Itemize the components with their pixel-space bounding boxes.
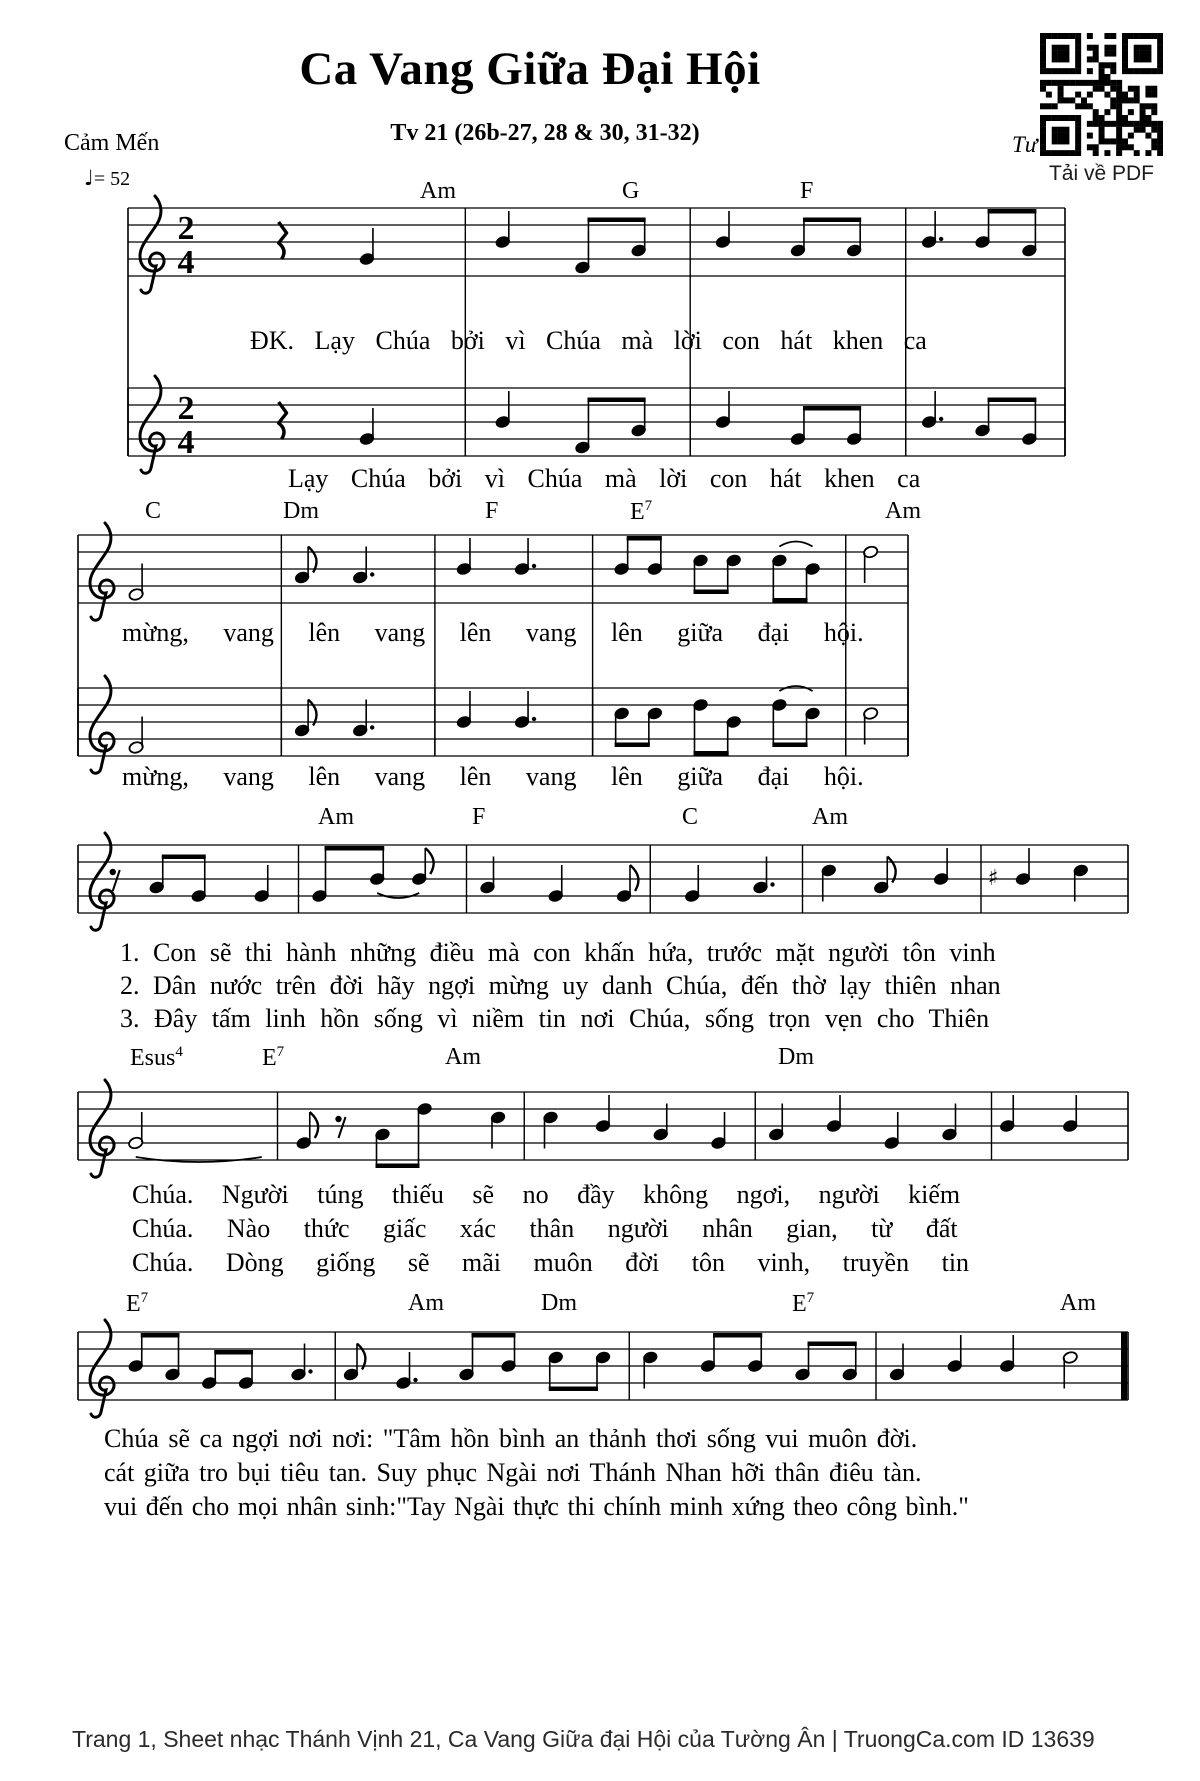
- chord-symbol: [318, 804, 354, 831]
- lyric-line: 2. Dân nước trên đời hãy ngợi mừng uy danh Chúa, đến thờ lạy thiên nhan: [120, 971, 1001, 1000]
- quarter-note-icon: ♩: [84, 166, 94, 190]
- lyric-line: Chúa. Dòng giống sẽ mãi muôn đời tôn vinh, truyền tin: [132, 1248, 970, 1277]
- lyric-line: 1. Con sẽ thi hành những điều mà con khấn hứa, trước mặt người tôn vinh: [120, 938, 996, 967]
- svg-text:♯: ♯: [987, 866, 999, 891]
- chord-root: E: [262, 1045, 277, 1071]
- chord-symbol: [792, 1290, 814, 1318]
- lyric-line: ĐK. Lạy Chúa bởi vì Chúa mà lời con hát khen ca: [250, 326, 927, 355]
- lyric-line: 3. Đây tấm linh hồn sống vì niềm tin nơi Chúa, sống trọn vẹn cho Thiên: [120, 1004, 990, 1033]
- chord-root: C: [682, 804, 699, 830]
- chord-symbol: [1060, 1290, 1096, 1317]
- chord-symbol: [682, 804, 698, 831]
- tempo-marking: [84, 166, 130, 191]
- chord-root: Am: [445, 1044, 481, 1070]
- svg-text:4: 4: [177, 424, 195, 461]
- download-pdf-link[interactable]: Tải về PDF: [1048, 162, 1155, 185]
- chord-symbol: [420, 178, 456, 205]
- chord-root: Dm: [541, 1290, 577, 1316]
- chord-symbol: [622, 178, 639, 205]
- chord-symbol: [408, 1290, 444, 1317]
- svg-text:2: 2: [177, 390, 195, 427]
- chord-symbol: [445, 1044, 481, 1071]
- chord-root: F: [485, 498, 499, 524]
- chord-symbol: [130, 1044, 183, 1072]
- chord-extension: 7: [276, 1044, 285, 1060]
- svg-text:4: 4: [177, 244, 195, 281]
- chord-root: Am: [885, 498, 921, 524]
- lyric-line: mừng, vang lên vang lên vang lên giữa đại hội.: [122, 618, 864, 647]
- chord-root: C: [145, 498, 162, 524]
- svg-text:2: 2: [177, 210, 195, 247]
- chord-root: Dm: [283, 498, 319, 524]
- chord-symbol: [283, 498, 319, 525]
- chord-root: E: [630, 499, 645, 525]
- qr-code: [1040, 33, 1163, 156]
- chord-extension: 7: [644, 498, 653, 514]
- chord-root: Am: [408, 1290, 444, 1316]
- chord-symbol: [145, 498, 161, 525]
- footer-credit: Trang 1, Sheet nhạc Thánh Vịnh 21, Ca Vang Giữa đại Hội của Tường Ân | TruongCa.com ID 13639: [72, 1726, 1095, 1752]
- lyric-line: vui đến cho mọi nhân sinh:"Tay Ngài thực thi chính minh xứng theo công bình.": [104, 1492, 969, 1521]
- chord-extension: 7: [806, 1290, 815, 1306]
- tempo-value: = 52: [93, 168, 131, 190]
- chord-root: F: [800, 178, 814, 204]
- psalm-reference-subtitle: Tv 21 (26b-27, 28 & 30, 31-32): [390, 120, 700, 146]
- chord-root: F: [472, 804, 486, 830]
- qr-code-image: [1040, 33, 1163, 156]
- chord-symbol: [885, 498, 921, 525]
- lyric-line: mừng, vang lên vang lên vang lên giữa đại hội.: [122, 762, 864, 791]
- composer-name: Cảm Mến: [64, 130, 160, 156]
- lyric-line: cát giữa tro bụi tiêu tan. Suy phục Ngài nơi Thánh Nhan hỡi thân điêu tàn.: [104, 1458, 922, 1487]
- chord-root: E: [792, 1291, 807, 1317]
- page-title: Ca Vang Giữa Đại Hội: [299, 43, 761, 95]
- chord-root: G: [622, 178, 640, 204]
- chord-symbol: [800, 178, 813, 205]
- chord-symbol: [262, 1044, 284, 1072]
- chord-root: Am: [420, 178, 456, 204]
- chord-root: Am: [1060, 1290, 1096, 1316]
- chord-root: E: [126, 1291, 141, 1317]
- chord-symbol: [778, 1044, 814, 1071]
- lyric-line: Chúa sẽ ca ngợi nơi nơi: "Tâm hồn bình an thảnh thơi sống vui muôn đời.: [104, 1424, 918, 1453]
- chord-symbol: [630, 498, 652, 526]
- lyric-line: Chúa. Người túng thiếu sẽ no đầy không ngơi, người kiếm: [132, 1180, 961, 1209]
- chord-symbol: [472, 804, 485, 831]
- chord-root: Am: [318, 804, 354, 830]
- lyric-line: Lạy Chúa bởi vì Chúa mà lời con hát khen ca: [288, 464, 921, 493]
- chord-root: Esus: [130, 1045, 176, 1071]
- chord-symbol: [126, 1290, 148, 1318]
- chord-root: Am: [812, 804, 848, 830]
- chord-symbol: [485, 498, 498, 525]
- chord-root: Dm: [778, 1044, 814, 1070]
- chord-extension: 4: [175, 1044, 183, 1060]
- author-credit-partial: Tư: [1012, 132, 1038, 157]
- chord-extension: 7: [140, 1290, 149, 1306]
- chord-symbol: [812, 804, 848, 831]
- chord-symbol: [541, 1290, 577, 1317]
- lyric-line: Chúa. Nào thức giấc xác thân người nhân gian, từ đất: [132, 1214, 958, 1243]
